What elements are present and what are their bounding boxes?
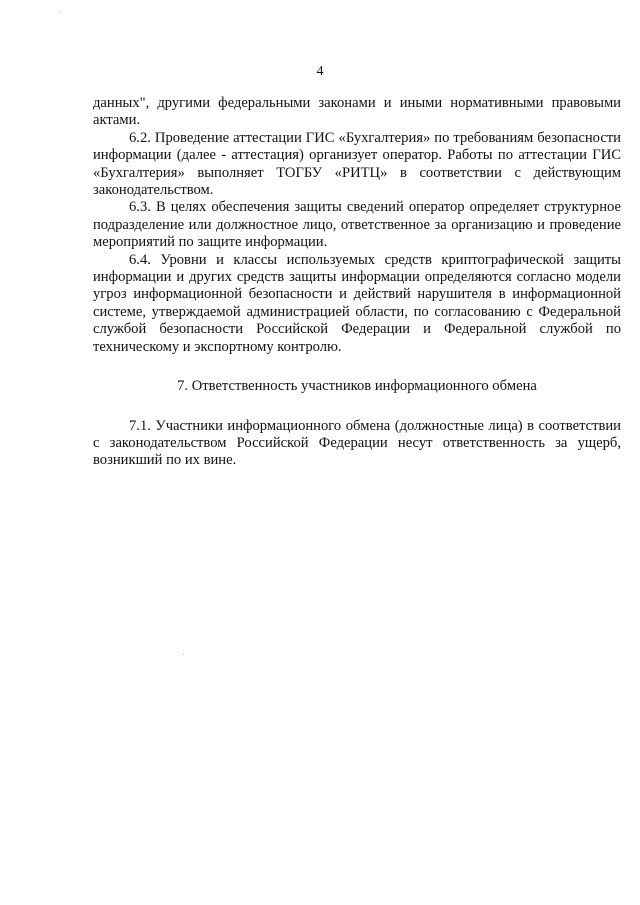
document-body: [93, 95, 621, 470]
paragraph-continuation: данных", другими федеральными законами и иными нормативными правовыми актами.: [93, 95, 621, 129]
paragraph-6-4: 6.4. Уровни и классы используемых средств криптографической защиты информации и других средств защиты информации определяются согласно модели угроз информационной безопасности и действий нарушителя в информационной системе, утверждаемой администрацией области, по согласованию с Федеральной службой безопасности Российской Федерации и Федеральной службой по техническому и экспортному контролю.: [93, 251, 621, 355]
page-number: 4: [316, 64, 324, 79]
scan-speck: [183, 654, 184, 655]
paragraph-6-2: 6.2. Проведение аттестации ГИС «Бухгалтерия» по требованиям безопасности информации (далее - аттестация) организует оператор. Работы по аттестации ГИС «Бухгалтерия» выполняет ТОГБУ «РИТЦ» в соответствии с действующим законодательством.: [93, 129, 621, 199]
paragraph-7-1: 7.1. Участники информационного обмена (должностные лица) в соответствии с законодательством Российской Федерации несут ответственность за ущерб, возникший по их вине.: [93, 417, 621, 469]
section-7-heading: 7. Ответственность участников информационного обмена: [177, 378, 537, 395]
scan-speck: [60, 12, 61, 13]
paragraph-6-3: 6.3. В целях обеспечения защиты сведений оператор определяет структурное подразделение или должностное лицо, ответственное за организацию и проведение мероприятий по защите информации.: [93, 199, 621, 251]
